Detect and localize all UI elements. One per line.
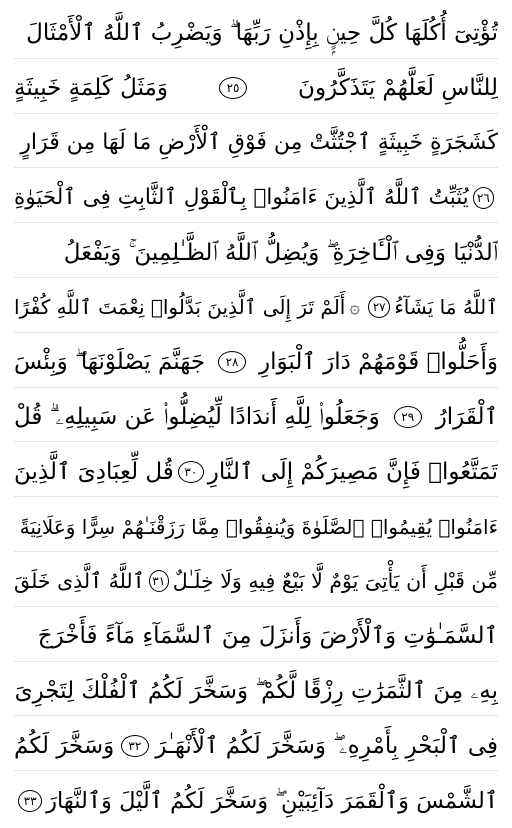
verse-text: يُثَبِّتُ ٱللَّهُ ٱلَّذِينَ ءَامَنُوا۟ بِٱلْقَوْلِ ٱلثَّابِتِ فِى ٱلْحَيَوٰةِ (14, 185, 469, 211)
text-line-13 (14, 664, 498, 719)
verse-text: وَسَخَّرَ لَكُمُ (14, 732, 115, 759)
text-line-7 (14, 335, 498, 390)
verse-text: أَلَمْ تَرَ إِلَى ٱلَّذِينَ بَدَّلُوا۟ نِعْمَتَ ٱللَّهِ كُفْرًا (14, 295, 346, 320)
verse-text: قُل لِّعِبَادِىَ ٱلَّذِينَ (14, 458, 174, 485)
ayah-number-marker: ٢٥ (219, 77, 247, 99)
verse-text: جَهَنَّمَ يَصْلَوْنَهَا ۖ وَبِئْسَ (14, 349, 206, 376)
text-line-6 (14, 280, 498, 335)
text-line-11 (14, 554, 498, 609)
verse-text: وَجَعَلُوا۟ لِلَّهِ أَندَادًا لِّيُضِلُّوا۟ عَن سَبِيلِهِۦ ۗ قُلْ (14, 403, 380, 430)
verse-text: وَمَثَلُ كَلِمَةٍ خَبِيثَةٍ (14, 75, 168, 102)
verse-text: ٱللَّهُ ٱلَّذِى خَلَقَ (14, 569, 145, 594)
verse-text: ٱلْقَرَارُ (435, 403, 498, 430)
text-line-8 (14, 390, 498, 445)
verse-text: ءَامَنُوا۟ يُقِيمُوا۟ ٱلصَّلَوٰةَ وَيُنفِقُوا۟ مِمَّا رَزَقْنَـٰهُمْ سِرًّا وَعَلَانِيَةً (19, 514, 498, 539)
ayah-number-marker: ٣٣ (18, 790, 42, 812)
verse-text: وَأَحَلُّوا۟ قَوْمَهُمْ دَارَ ٱلْبَوَارِ (259, 349, 498, 376)
text-line-9 (14, 444, 498, 499)
text-line-4 (14, 170, 498, 225)
text-line-5 (14, 225, 498, 280)
verse-text: فِى ٱلْبَحْرِ بِأَمْرِهِۦ ۖ وَسَخَّرَ لَكُمُ ٱلْأَنْهَـٰرَ (155, 732, 498, 759)
verse-text: ٱلسَّمَـٰوَٰتِ وَٱلْأَرْضَ وَأَنزَلَ مِنَ ٱلسَّمَآءِ مَآءً فَأَخْرَجَ (37, 623, 498, 650)
verse-text: تَمَتَّعُوا۟ فَإِنَّ مَصِيرَكُمْ إِلَى ٱلنَّارِ (207, 458, 498, 485)
text-line-2 (14, 61, 498, 116)
verse-text: بِهِۦ مِنَ ٱلثَّمَرَٰتِ رِزْقًا لَّكُمْ ۖ وَسَخَّرَ لَكُمُ ٱلْفُلْكَ لِتَجْرِىَ (14, 677, 498, 704)
verse-text: لِلنَّاسِ لَعَلَّهُمْ يَتَذَكَّرُونَ (298, 75, 498, 102)
text-line-12 (14, 609, 498, 664)
rub-el-hizb-icon: ۞ (349, 296, 360, 318)
ayah-number-marker: ٢٩ (394, 406, 422, 428)
verse-text: ٱلدُّنْيَا وَفِى ٱلْـَٔاخِرَةِ ۖ وَيُضِلُّ ٱللَّهُ ٱلظَّـٰلِمِينَ ۚ وَيَفْعَلُ (63, 239, 498, 266)
text-line-1 (14, 6, 498, 61)
ayah-number-marker: ٣٢ (121, 735, 149, 757)
text-line-10 (14, 499, 498, 554)
verse-text: مِّن قَبْلِ أَن يَأْتِىَ يَوْمٌ لَّا بَيْعٌ فِيهِ وَلَا خِلَـٰلٌ (172, 569, 498, 594)
ayah-number-marker: ٢٨ (218, 351, 246, 373)
verse-text: ٱلشَّمْسَ وَٱلْقَمَرَ دَآئِبَيْنِ ۖ وَسَخَّرَ لَكُمُ ٱلَّيْلَ وَٱلنَّهَارَ (46, 787, 498, 814)
verse-text: ٱللَّهُ مَا يَشَآءُ (394, 295, 498, 320)
ayah-number-marker: ٣٠ (178, 461, 204, 483)
text-line-3 (14, 116, 498, 171)
ayah-number-marker: ٢٧ (368, 296, 391, 318)
verse-text: كَشَجَرَةٍ خَبِيثَةٍ ٱجْتُثَّتْ مِن فَوْقِ ٱلْأَرْضِ مَا لَهَا مِن قَرَارٍ (20, 130, 498, 156)
text-line-14 (14, 718, 498, 773)
ayah-number-marker: ٢٦ (473, 187, 494, 209)
verse-text: تُؤْتِىٓ أُكُلَهَا كُلَّ حِينٍۭ بِإِذْنِ رَبِّهَا ۗ وَيَضْرِبُ ٱللَّهُ ٱلْأَمْثَالَ (26, 20, 498, 47)
ayah-number-marker: ٣١ (149, 570, 169, 592)
text-line-15 (14, 773, 498, 828)
